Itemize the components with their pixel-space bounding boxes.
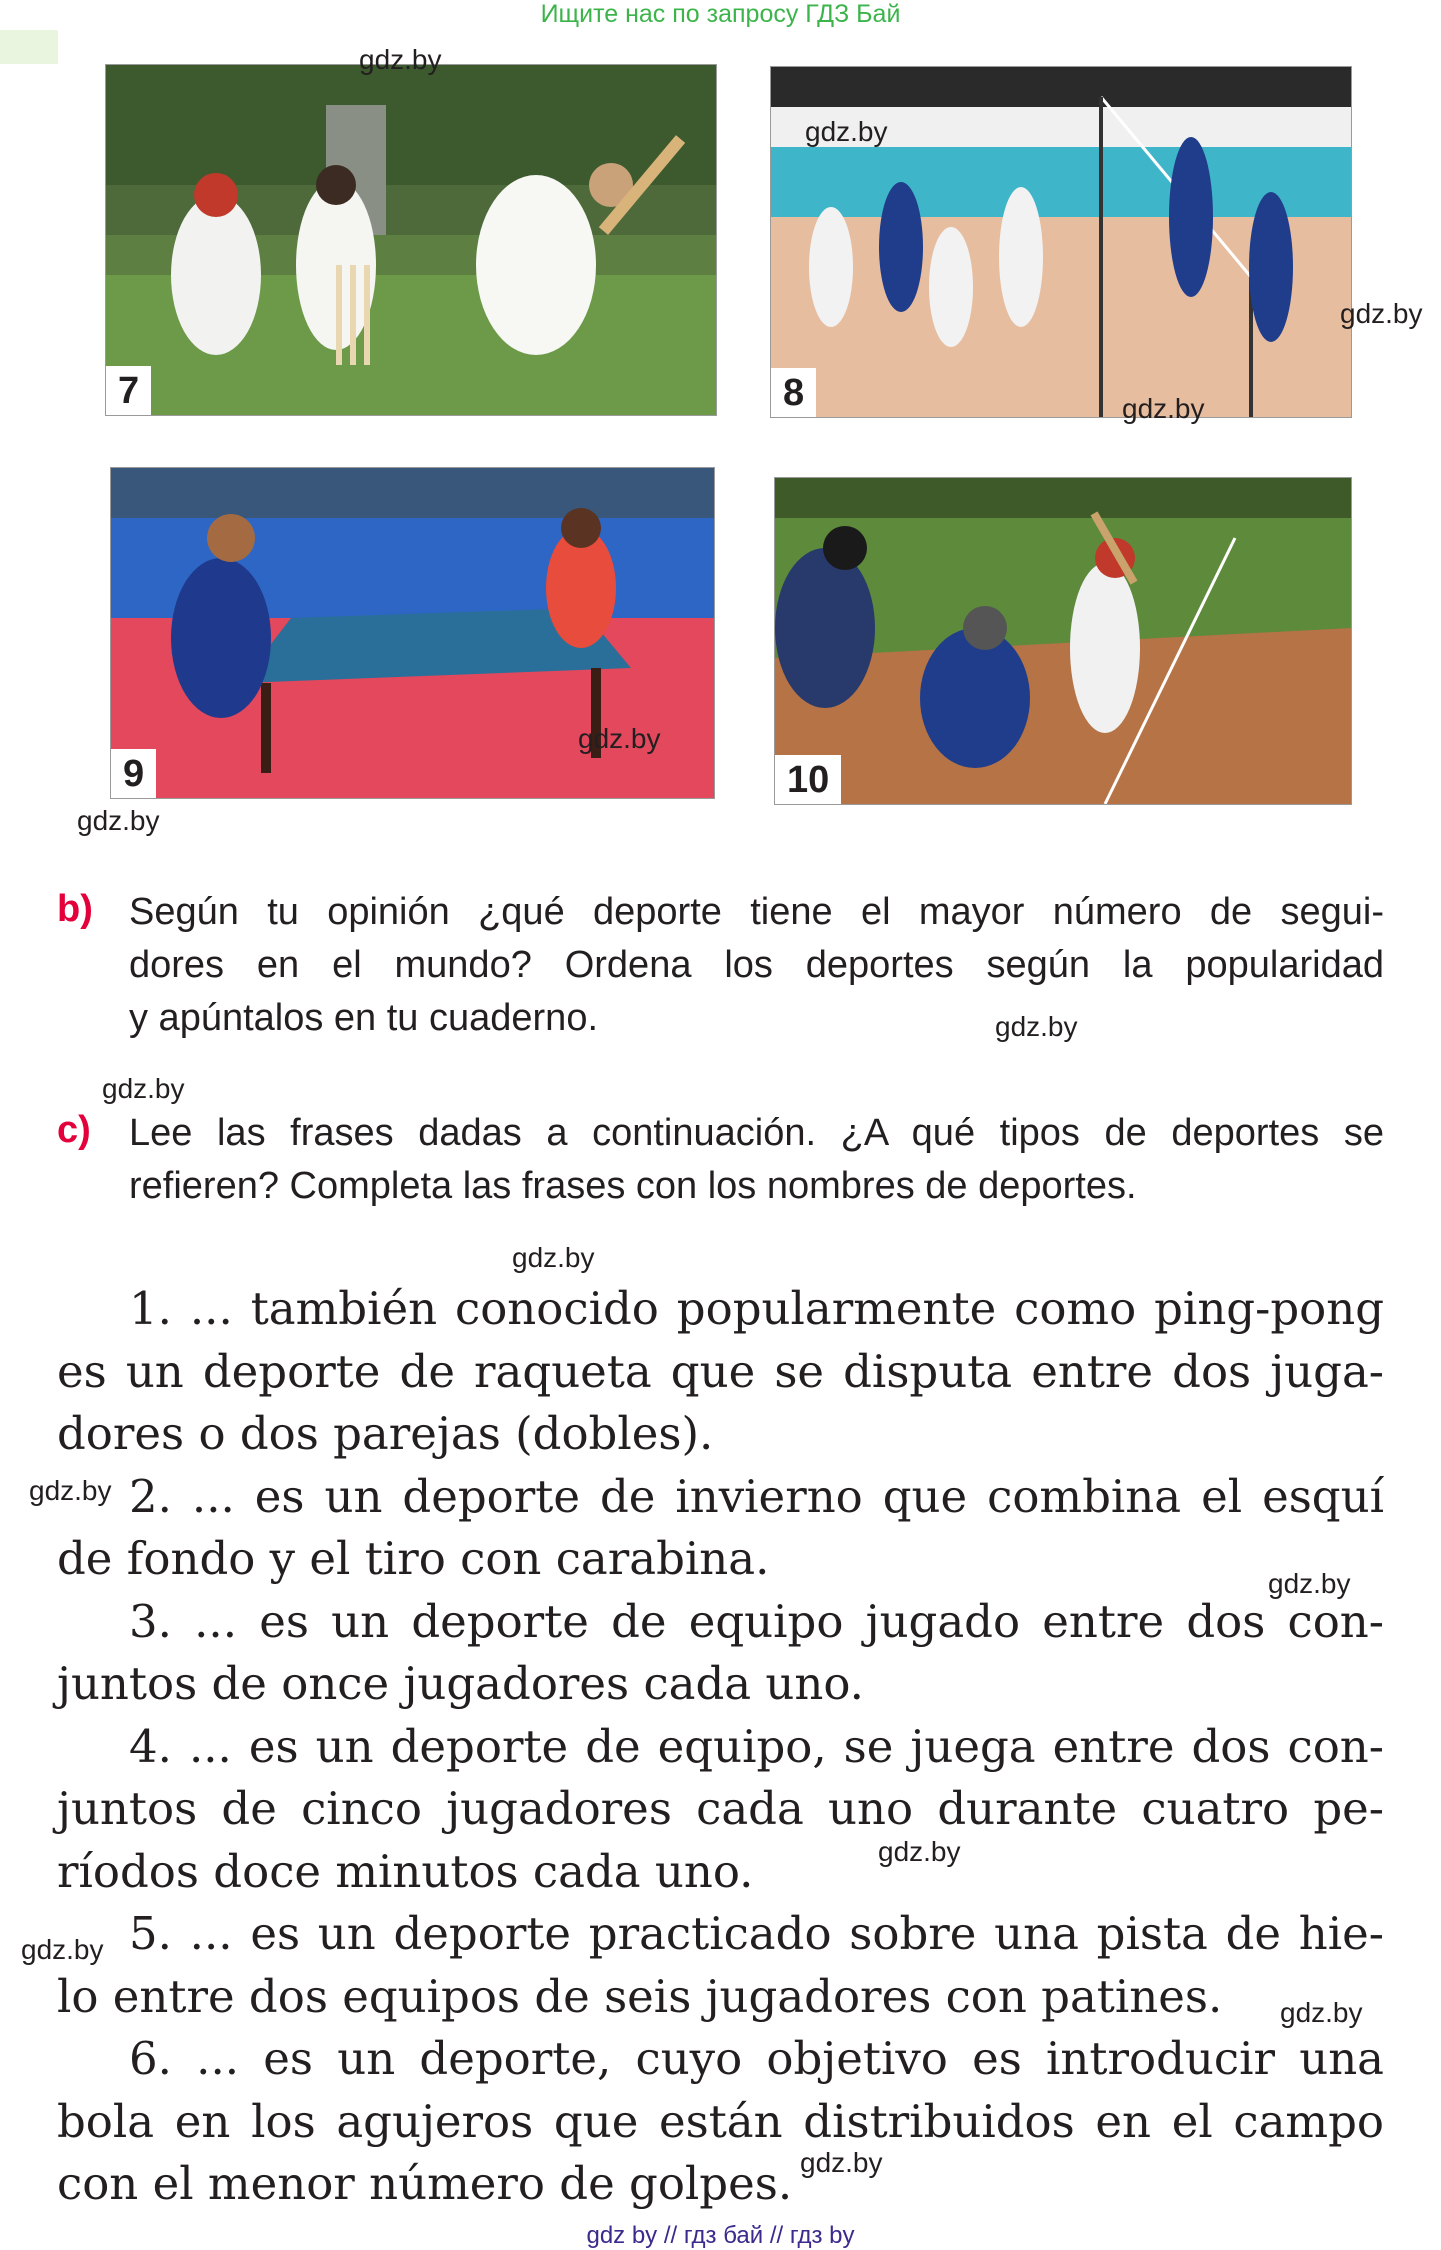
- task-b-line: dores en el mundo? Ordena los deportes según la popularidad: [129, 944, 1384, 986]
- watermark: gdz.by: [77, 805, 160, 836]
- sentence-6: 6. ... es un deporte, cuyo objetivo es introducir una bola en los agujeros que están distribuidos en el campo con el menor número de golpes.: [57, 2032, 1384, 2210]
- task-b-line: Según tu opinión ¿qué deporte tiene el mayor número de segui-: [129, 891, 1384, 933]
- task-c-line: Lee las frases dadas a continuación. ¿A qué tipos de deportes se: [129, 1112, 1384, 1154]
- task-b-letter: b): [57, 888, 93, 930]
- photo-number: 9: [111, 749, 156, 798]
- watermark: gdz.by: [878, 1836, 961, 1867]
- sentence-2: 2. ... es un deporte de invierno que combina el esquí de fondo y el tiro con carabina.: [57, 1469, 1384, 1585]
- watermark: gdz.by: [21, 1934, 104, 1965]
- task-c-line: refieren? Completa las frases con los nombres de deportes.: [129, 1165, 1137, 1207]
- task-b-text: [129, 886, 1384, 1045]
- watermark: gdz.by: [1122, 393, 1205, 424]
- watermark: gdz.by: [1280, 1997, 1363, 2028]
- watermark: gdz.by: [995, 1011, 1078, 1042]
- sentences-block: [57, 1278, 1384, 2216]
- watermark: gdz.by: [29, 1475, 112, 1506]
- watermark: gdz.by: [359, 44, 442, 75]
- watermark: gdz.by: [1268, 1568, 1351, 1599]
- page-corner-strip: [0, 30, 58, 64]
- watermark: gdz.by: [1340, 298, 1423, 329]
- task-c-text: [129, 1107, 1384, 1213]
- sentence-5: 5. ... es un deporte practicado sobre una pista de hie- lo entre dos equipos de seis jugadores con patines.: [57, 1907, 1384, 2023]
- photo-7: [105, 64, 717, 416]
- photo-10: [774, 477, 1352, 805]
- watermark: gdz.by: [805, 116, 888, 147]
- top-banner[interactable]: Ищите нас по запросу ГДЗ Бай: [540, 0, 901, 28]
- cricket-image: [106, 65, 716, 415]
- sentence-4: 4. ... es un deporte de equipo, se juega entre dos con- juntos de cinco jugadores cada uno durante cuatro pe- ríodos doce minutos cada uno.: [57, 1719, 1384, 1898]
- watermark: gdz.by: [512, 1242, 595, 1273]
- watermark: gdz.by: [102, 1073, 185, 1104]
- footer-links[interactable]: gdz by // гдз бай // гдз by: [586, 2222, 855, 2249]
- sentence-1: 1. ... también conocido popularmente como ping-pong es un deporte de raqueta que se disputa entre dos juga- dores o dos parejas (dobles).: [57, 1282, 1384, 1460]
- photo-number: 10: [775, 755, 841, 804]
- task-c-letter: c): [57, 1109, 91, 1151]
- photo-number: 8: [771, 368, 816, 417]
- task-b-line: y apúntalos en tu cuaderno.: [129, 997, 599, 1039]
- photo-number: 7: [106, 366, 151, 415]
- watermark: gdz.by: [800, 2147, 883, 2178]
- baseball-image: [775, 478, 1351, 804]
- watermark: gdz.by: [578, 723, 661, 754]
- sentence-3: 3. ... es un deporte de equipo jugado entre dos con- juntos de once jugadores cada uno.: [57, 1594, 1384, 1710]
